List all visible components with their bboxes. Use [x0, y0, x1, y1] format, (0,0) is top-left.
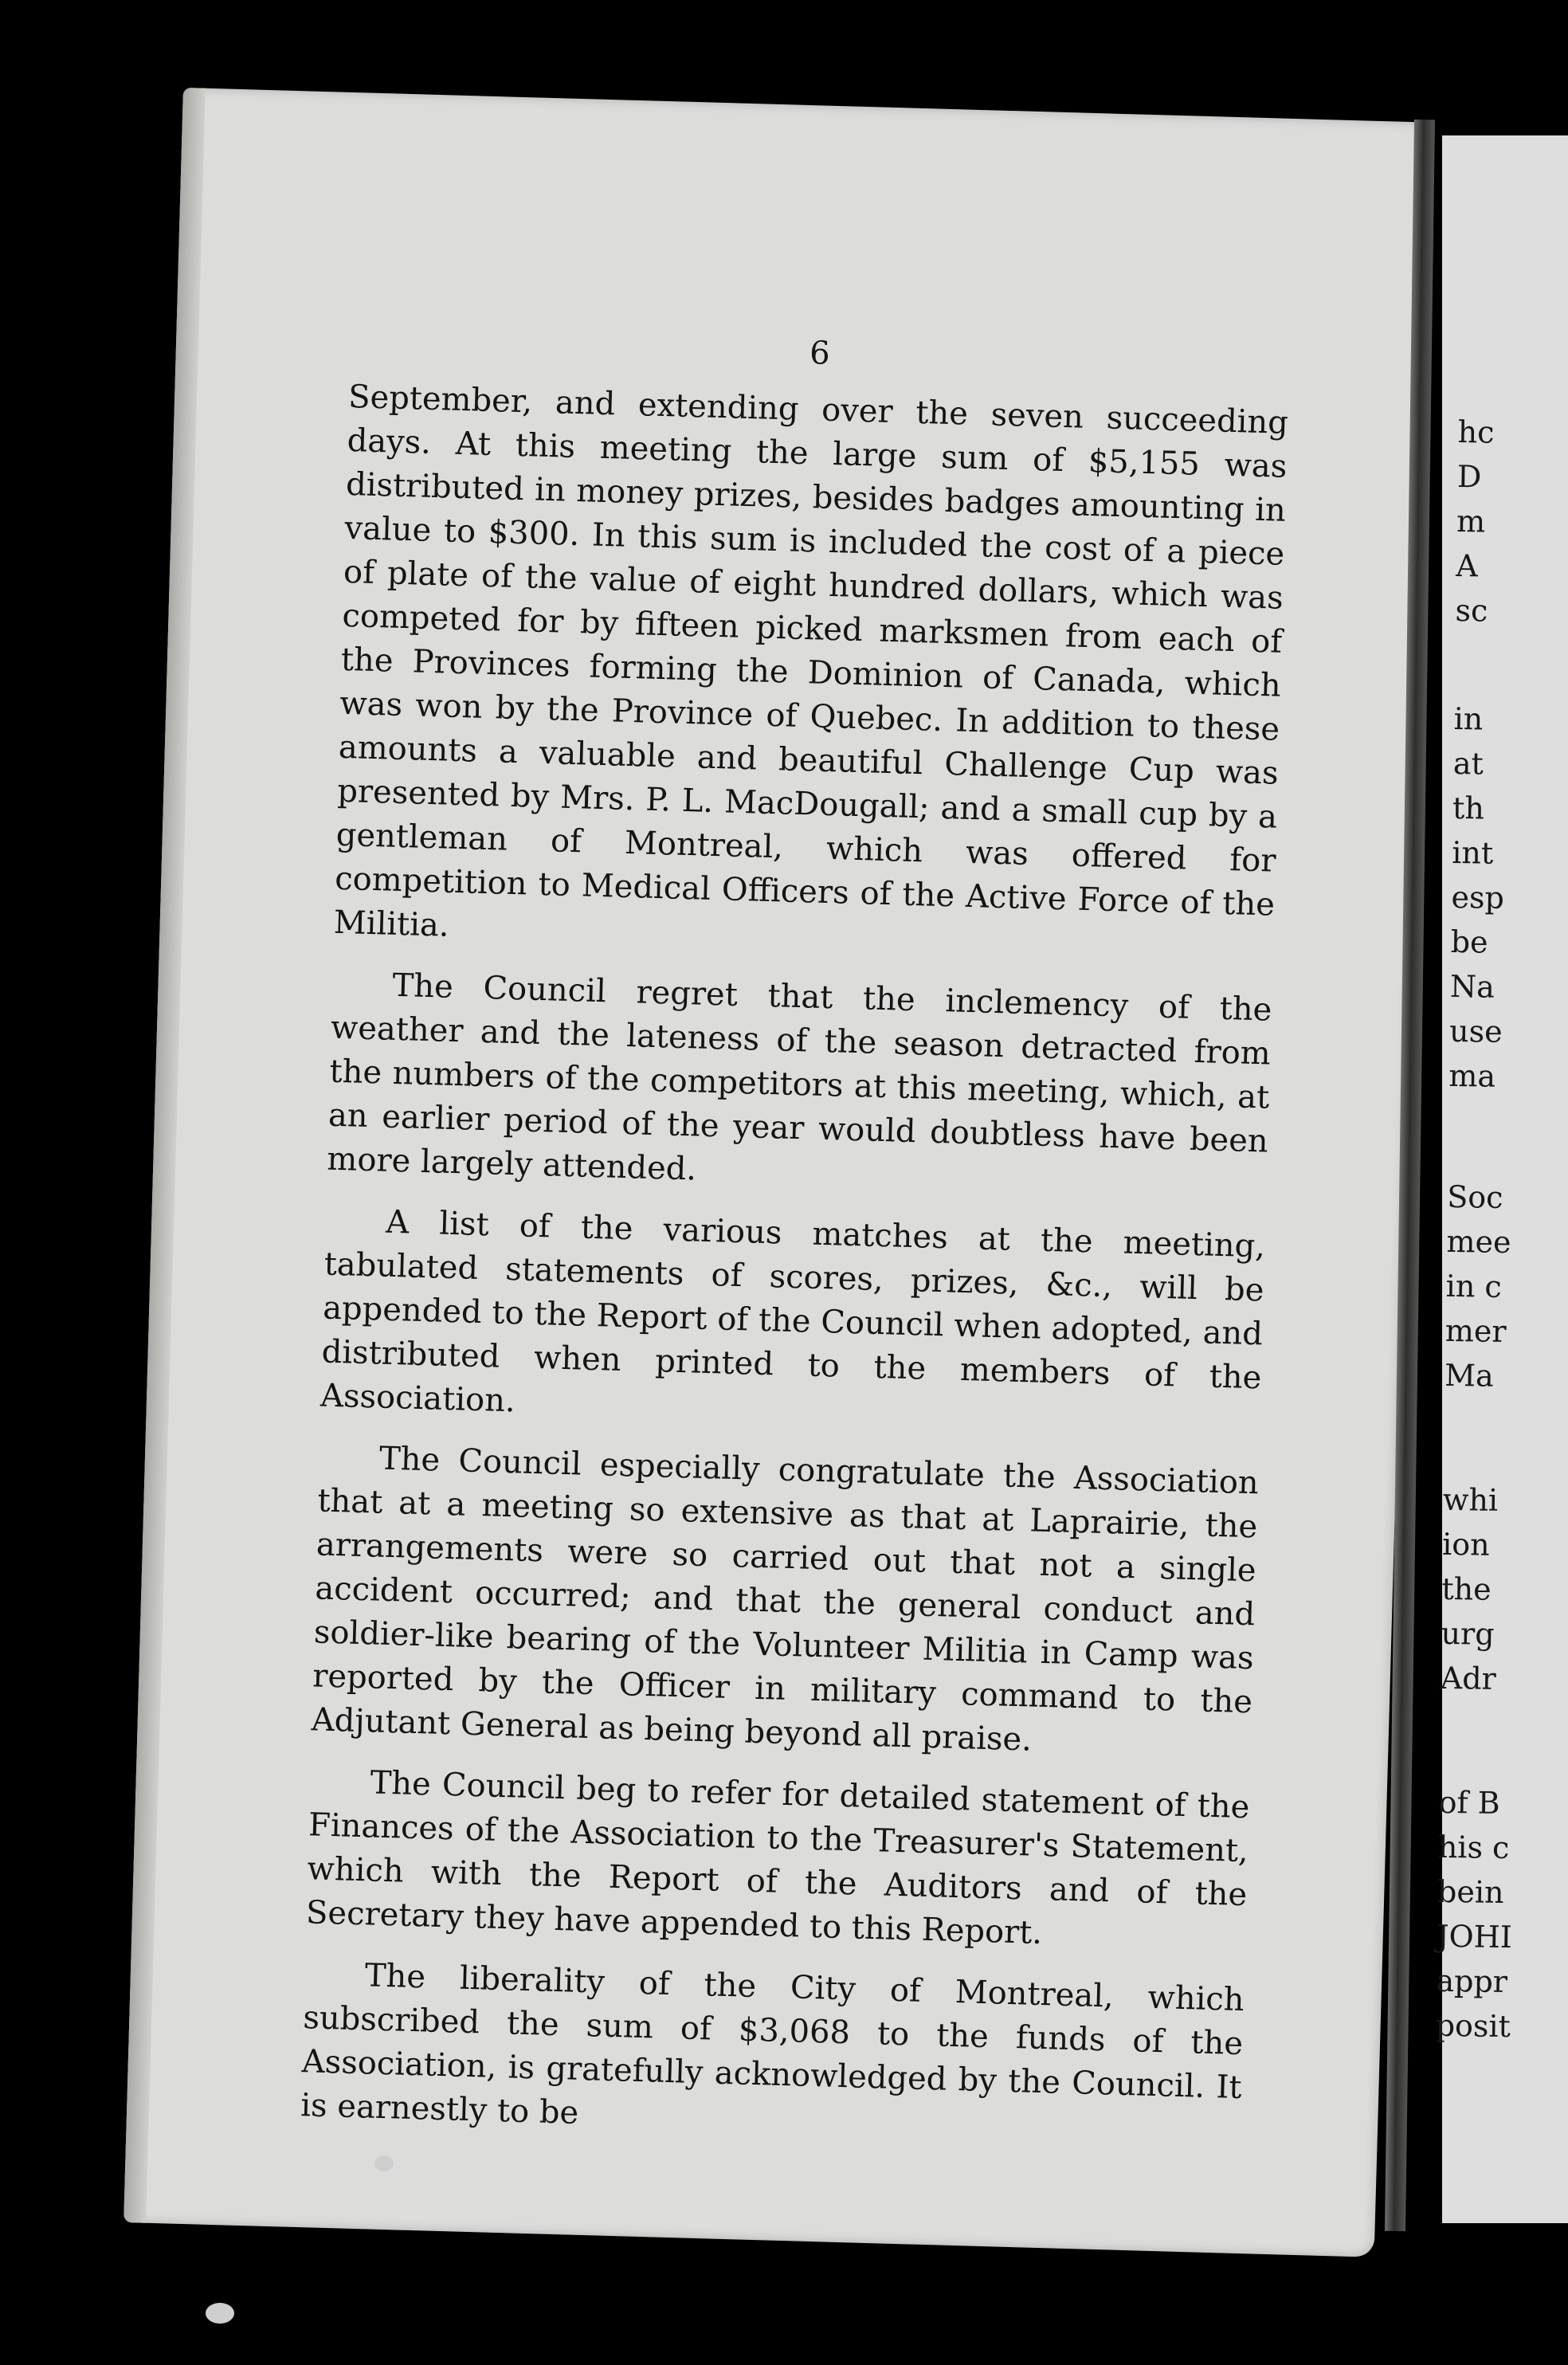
facing-line: mee: [1446, 1223, 1511, 1261]
paragraph: The liberality of the City of Montreal, which subscribed the sum of $3,068 to the funds of the Association, is gratefully acknowledged by the Council. It is earnestly to be: [300, 1957, 1245, 2132]
facing-line: bein: [1437, 1873, 1504, 1910]
facing-line: m: [1456, 503, 1486, 539]
facing-line: whi: [1442, 1481, 1499, 1518]
facing-line: at: [1452, 745, 1484, 782]
facing-line: JOHI: [1437, 1918, 1513, 1955]
facing-line: appr: [1436, 1963, 1508, 2000]
paragraph: A list of the various matches at the meeting, tabulated statements of scores, prizes, &c., will be appended to the Report of the Council when adopted, and distributed when printed to the members of the Association.: [319, 1203, 1266, 1420]
facing-line: use: [1448, 1013, 1503, 1049]
page-text: [300, 319, 1291, 2171]
dust-speck: [206, 2303, 234, 2324]
facing-line: hc: [1457, 414, 1495, 450]
facing-line: be: [1450, 924, 1488, 960]
facing-line: the: [1441, 1571, 1492, 1607]
facing-line: D: [1456, 458, 1482, 495]
facing-line: Soc: [1446, 1179, 1503, 1215]
facing-line: Ma: [1444, 1357, 1495, 1394]
paragraph: The Council especially congratulate the Association that at a meeting so extensive as that at Laprairie, the arrangements were so carried out that not a single accident occurred; and that the general conduct and soldier-like bearing of the Volunteer Militia in Camp was reported by the Officer in military command to the Adjutant General as being beyond all praise.: [311, 1440, 1260, 1759]
facing-line: ion: [1441, 1526, 1491, 1563]
facing-line: th: [1452, 790, 1485, 826]
facing-line: his c: [1437, 1829, 1510, 1866]
paragraph: September, and extending over the seven succeeding days. At this meeting the large sum of $5,155 was distributed in money prizes, besides badges amounting in value to $300. In this sum is included the cost of a piece of plate of the value of eight hundred dollars, which was competed for by fifteen picked marksmen from each of the Provinces forming the Dominion of Canada, which was won by the Province of Quebec. In addition to these amounts a valuable and beautiful Challenge Cup was presented by Mrs. P. L. MacDougall; and a small cup by a gentleman of Montreal, which was offered for competition to Medical Officers of the Active Force of the Militia.: [333, 378, 1289, 944]
facing-line: mer: [1445, 1312, 1507, 1349]
facing-line: Adr: [1440, 1660, 1497, 1696]
facing-line: int: [1452, 834, 1494, 871]
paragraph: The Council regret that the inclemency of the weather and the lateness of the season detracted from the numbers of the competitors at this meeting, which, at an earlier period of the year would doubtless have been more largely attended.: [326, 967, 1272, 1188]
facing-line: sc: [1455, 592, 1488, 629]
facing-line: in c: [1445, 1268, 1503, 1304]
facing-line: Na: [1449, 968, 1495, 1005]
facing-line: A: [1456, 547, 1479, 584]
facing-line: of B: [1438, 1784, 1500, 1821]
paragraph: The Council beg to refer for detailed statement of the Finances of the Association to the Treasurer's Statement, which with the Report of the Auditors and of the Secretary they have appended to this Report.: [305, 1764, 1250, 1952]
facing-line: urg: [1441, 1615, 1495, 1652]
facing-line: in: [1453, 700, 1484, 737]
facing-line: ma: [1448, 1057, 1496, 1094]
facing-line: esp: [1451, 879, 1505, 916]
page-number: 6: [809, 335, 831, 372]
facing-line: posit: [1435, 2007, 1511, 2045]
dust-speck: [374, 2155, 394, 2171]
page-edge-shadow: [123, 88, 206, 2223]
